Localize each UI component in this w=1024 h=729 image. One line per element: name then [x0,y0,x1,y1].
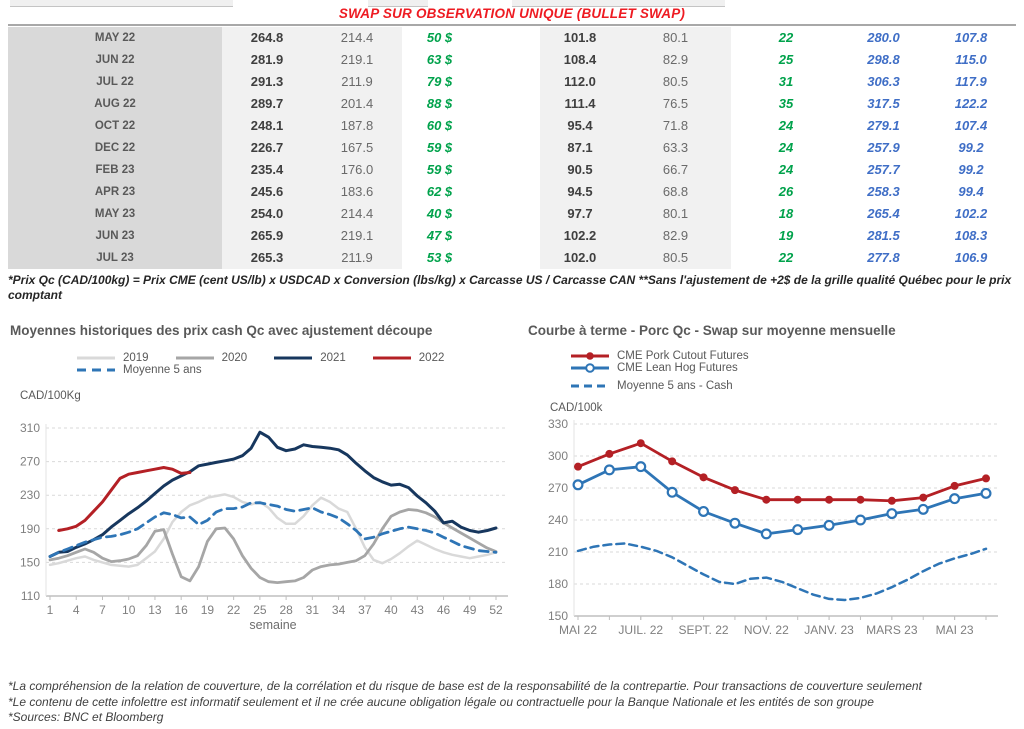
value-cell: 258.3 [867,184,900,199]
legend-item [570,380,1020,392]
x-tick-label: 31 [305,603,320,617]
spacer-cell [477,159,540,181]
legend-label: 2022 [418,352,445,364]
value-cell: 219.1 [312,225,402,247]
value-cell: 31 [778,74,794,89]
table-row [8,93,1016,115]
legend-label: Moyenne 5 ans [123,364,202,376]
spacer-cell [477,181,540,203]
data-point [919,505,928,514]
legend-label: CME Pork Cutout Futures [617,350,749,362]
value-cell: 111.4 [540,93,620,115]
value-cell: 122.2 [954,96,988,111]
value-cell: 22 [778,30,794,45]
y-tick-label: 330 [547,417,568,431]
y-tick-label: 270 [547,481,568,495]
value-cell: 279.1 [867,118,900,133]
value-cell: 277.8 [867,250,900,265]
y-tick-label: 180 [547,577,568,591]
value-cell: 18 [778,206,794,221]
value-cell: 50 $ [426,30,453,45]
value-cell: 219.1 [312,49,402,71]
month-cell: JUL 22 [8,71,222,93]
month-cell: JUL 23 [8,247,222,269]
x-tick-label: 1 [46,603,54,617]
y-tick-label: 240 [547,513,568,527]
value-cell: 80.5 [620,247,731,269]
legend-item [76,364,202,376]
value-cell: 62 $ [426,184,453,199]
data-point [982,489,991,498]
data-point [700,473,708,481]
value-cell: 25 [778,52,794,67]
legend-label: CME Lean Hog Futures [617,362,738,374]
legend-item [175,352,248,364]
value-cell: 76.5 [620,93,731,115]
value-cell: 112.0 [540,71,620,93]
value-cell: 66.7 [620,159,731,181]
chart-legend [570,350,1020,392]
value-cell: 71.8 [620,115,731,137]
data-point [793,525,802,534]
chart-title: Courbe à terme - Porc Qc - Swap sur moyenne mensuelle [528,323,896,338]
series-line-cme-pork-cutout-futures [578,443,986,501]
value-cell: 187.8 [312,115,402,137]
x-tick-label: 43 [410,603,424,617]
value-cell: 107.4 [954,118,988,133]
y-tick-label: 150 [19,555,40,570]
series-line-moyenne-5-ans [50,503,496,557]
x-tick-label: NOV. 22 [743,623,789,637]
data-point [887,509,896,518]
y-tick-label: 210 [547,545,568,559]
value-cell: 306.3 [867,74,900,89]
data-point [637,439,645,447]
value-cell: 291.3 [222,71,312,93]
value-cell: 245.6 [222,181,312,203]
data-point [762,496,770,504]
value-cell: 107.8 [954,30,988,45]
y-tick-label: 190 [19,521,40,536]
value-cell: 226.7 [222,137,312,159]
legend-item [570,362,738,374]
spacer-cell [477,203,540,225]
value-cell: 214.4 [312,27,402,49]
value-cell: 59 $ [426,140,453,155]
table-title: SWAP SUR OBSERVATION UNIQUE (BULLET SWAP) [338,6,686,21]
table-row [8,71,1016,93]
value-cell: 167.5 [312,137,402,159]
y-tick-label: 110 [20,589,40,603]
value-cell: 265.4 [867,206,900,221]
legend-swatch-icon [570,380,610,392]
chart-legend [76,352,515,376]
value-cell: 99.2 [958,140,984,155]
legend-swatch-icon [76,364,116,376]
data-point [668,488,677,497]
data-point [731,486,739,494]
value-cell: 211.9 [312,247,402,269]
legend-swatch-icon [570,350,610,362]
table-row [8,115,1016,137]
value-cell: 24 [778,162,794,177]
x-tick-label: 49 [463,603,477,617]
value-cell: 257.9 [867,140,900,155]
data-point [605,450,613,458]
chart-title: Moyennes historiques des prix cash Qc avec ajustement découpe [10,323,433,338]
value-cell: 82.9 [620,49,731,71]
y-axis-unit: CAD/100k [550,402,603,414]
title-divider [8,24,1016,26]
value-cell: 265.9 [222,225,312,247]
month-cell: APR 23 [8,181,222,203]
legend-label: 2019 [123,352,149,364]
legend-label: Moyenne 5 ans - Cash [617,380,733,392]
value-cell: 265.3 [222,247,312,269]
table-row [8,49,1016,71]
spacer-cell [477,27,540,49]
value-cell: 24 [778,118,794,133]
x-tick-label: 52 [489,603,503,617]
data-point [888,497,896,505]
value-cell: 88 $ [426,96,453,111]
legend-swatch-icon [76,352,116,364]
x-tick-label: 22 [226,603,241,617]
value-cell: 99.2 [958,162,984,177]
data-point [856,496,864,504]
value-cell: 94.5 [540,181,620,203]
month-cell: MAY 22 [8,27,222,49]
sources-line: *Sources: BNC et Bloomberg [8,710,164,724]
value-cell: 254.0 [222,203,312,225]
value-cell: 264.8 [222,27,312,49]
x-tick-label: JANV. 23 [804,623,854,637]
value-cell: 99.4 [958,184,984,199]
data-point [982,474,990,482]
value-cell: 90.5 [540,159,620,181]
value-cell: 19 [778,228,794,243]
x-tick-label: 25 [253,603,267,617]
legend-item [570,350,858,362]
data-point [574,480,583,489]
x-tick-label: 10 [122,603,136,617]
legend-item [273,352,346,364]
x-tick-label: 19 [200,603,215,617]
data-point [699,507,708,516]
legend-label: 2020 [221,352,248,364]
series-line-2022 [59,468,190,531]
x-tick-label: 7 [99,603,106,617]
value-cell: 63 $ [426,52,453,67]
table-row [8,137,1016,159]
spacer-cell [477,115,540,137]
data-point [762,529,771,538]
value-cell: 59 $ [426,162,453,177]
value-cell: 280.0 [867,30,900,45]
historical-cash-chart [10,322,515,642]
value-cell: 248.1 [222,115,312,137]
value-cell: 281.9 [222,49,312,71]
x-tick-label: 37 [358,603,372,617]
spacer-cell [477,225,540,247]
legend-label: 2021 [320,352,346,364]
value-cell: 115.0 [955,52,987,67]
value-cell: 82.9 [620,225,731,247]
x-tick-label: 40 [384,603,398,617]
data-point [731,519,740,528]
data-point [668,457,676,465]
x-tick-label: 28 [279,603,293,617]
value-cell: 80.1 [620,203,731,225]
x-tick-label: 4 [72,603,80,617]
month-cell: DEC 22 [8,137,222,159]
data-point [794,496,802,504]
value-cell: 22 [778,250,794,265]
x-tick-label: SEPT. 22 [678,623,729,637]
x-tick-label: 46 [436,603,451,617]
y-tick-label: 300 [547,449,568,463]
month-cell: FEB 23 [8,159,222,181]
x-tick-label: JUIL. 22 [618,623,664,637]
data-point [951,482,959,490]
x-tick-label: MAI 22 [558,623,598,637]
value-cell: 80.5 [620,71,731,93]
value-cell: 235.4 [222,159,312,181]
table-row [8,225,1016,247]
value-cell: 214.4 [312,203,402,225]
value-cell: 106.9 [954,250,988,265]
value-cell: 201.4 [312,93,402,115]
x-tick-label: 16 [174,603,188,617]
value-cell: 281.5 [867,228,900,243]
legend-swatch-icon [175,352,215,364]
line-chart-canvas [528,414,1020,654]
month-cell: AUG 22 [8,93,222,115]
x-tick-label: MAI 23 [935,623,974,637]
data-point [574,463,582,471]
y-tick-label: 270 [19,454,40,469]
y-axis-unit: CAD/100Kg [20,390,81,402]
table-row [8,247,1016,269]
spacer-cell [477,247,540,269]
value-cell: 108.3 [954,228,988,243]
table-row [8,27,1016,49]
x-tick-label: MARS 23 [866,623,918,637]
month-cell: MAY 23 [8,203,222,225]
disclaimer-line: *La compréhension de la relation de couverture, de la corrélation et du risque de base est de la responsabilité de la contrepartie. Pour transactions de couverture seulement [8,679,922,693]
legend-item [372,352,445,364]
value-cell: 176.0 [312,159,402,181]
table-footnote: *Prix Qc (CAD/100kg) = Prix CME (cent US/lb) x USDCAD x Conversion (lbs/kg) x Carcasse US / Carcasse CAN **Sans l'ajustement de +2$ de la grille qualité Québec pour le prix comptant [8,273,1012,302]
data-point [605,465,614,474]
table-row [8,159,1016,181]
data-point [950,494,959,503]
data-point [856,516,865,525]
line-chart-canvas [10,402,510,642]
data-point [825,521,834,530]
spacer-cell [477,93,540,115]
month-cell: OCT 22 [8,115,222,137]
value-cell: 68.8 [620,181,731,203]
x-tick-label: 13 [148,603,162,617]
value-cell: 101.8 [540,27,620,49]
data-point [636,462,645,471]
month-cell: JUN 23 [8,225,222,247]
y-tick-label: 150 [547,609,568,623]
disclaimer-line: *Le contenu de cette infolettre est informatif seulement et il ne crée aucune obligation légale ou contractuelle pour la Banque Nationale et les entités de son groupe [8,694,874,709]
value-cell: 63.3 [620,137,731,159]
series-line-2021 [50,432,496,556]
value-cell: 47 $ [426,228,453,243]
legend-swatch-icon [273,352,313,364]
value-cell: 40 $ [426,206,453,221]
value-cell: 102.2 [954,206,988,221]
value-cell: 211.9 [312,71,402,93]
forward-curve-chart [528,322,1020,654]
value-cell: 60 $ [426,118,453,133]
value-cell: 95.4 [540,115,620,137]
spacer-cell [477,49,540,71]
legend-swatch-icon [372,352,412,364]
x-axis-title: semaine [249,618,297,632]
value-cell: 79 $ [426,74,453,89]
value-cell: 289.7 [222,93,312,115]
legend-item [76,352,149,364]
data-point [919,494,927,502]
value-cell: 35 [778,96,794,111]
value-cell: 53 $ [426,250,453,265]
value-cell: 97.7 [540,203,620,225]
disclaimer-block [8,679,1018,726]
value-cell: 183.6 [312,181,402,203]
data-point [825,496,833,504]
value-cell: 257.7 [867,162,900,177]
spacer-cell [477,137,540,159]
y-tick-label: 230 [19,488,40,503]
value-cell: 26 [778,184,794,199]
swap-table [8,27,1016,269]
x-tick-label: 34 [331,603,346,617]
value-cell: 317.5 [867,96,900,111]
value-cell: 298.8 [867,52,900,67]
value-cell: 24 [778,140,794,155]
legend-swatch-icon [570,362,610,374]
value-cell: 117.9 [955,74,987,89]
y-tick-label: 310 [19,421,40,435]
value-cell: 87.1 [540,137,620,159]
month-cell: JUN 22 [8,49,222,71]
table-row [8,181,1016,203]
spacer-cell [477,71,540,93]
value-cell: 102.2 [540,225,620,247]
table-row [8,203,1016,225]
value-cell: 80.1 [620,27,731,49]
value-cell: 102.0 [540,247,620,269]
value-cell: 108.4 [540,49,620,71]
